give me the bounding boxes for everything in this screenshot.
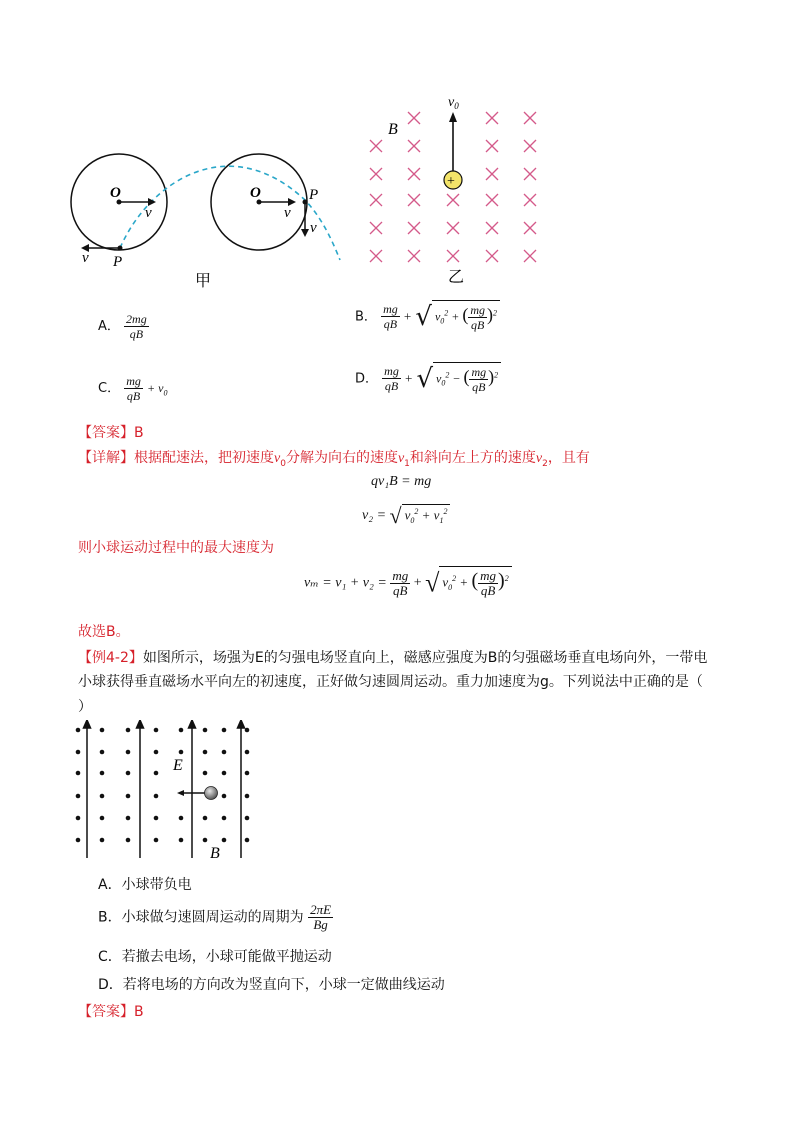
field-cross <box>524 250 536 262</box>
field-cross <box>486 222 498 234</box>
figure-q2 <box>70 720 260 865</box>
field-dot <box>76 794 81 799</box>
field-cross <box>447 194 459 206</box>
charge-sign: + <box>447 174 455 189</box>
figure-jia <box>60 140 350 300</box>
q2-option-D[interactable]: D．若将电场的方向改为竖直向下，小球一定做曲线运动 <box>98 977 445 993</box>
field-dot <box>245 838 250 843</box>
equation-3: vₘ = v₁ + v₂ = $\frac{mg}{qB}$ + √ $v_0^2$ + ( $\frac{mg}{qB}$ )$^2$ <box>304 566 512 598</box>
field-cross <box>524 194 536 206</box>
q2-stem-line1: 【例4-2】如图所示，场强为E的匀强电场竖直向上，磁感应强度为B的匀强磁场垂直电场向外，一带电 <box>78 650 708 666</box>
label-P-right: P <box>309 187 319 203</box>
field-dot <box>100 838 105 843</box>
field-cross <box>447 250 459 262</box>
label-B: B <box>388 121 398 138</box>
field-line-arrowhead <box>137 720 144 728</box>
q2-option-B-fraction: $\frac{2\pi E}{Bg}$ <box>310 902 332 932</box>
field-dot <box>222 838 227 843</box>
field-cross <box>370 168 382 180</box>
field-cross <box>370 194 382 206</box>
option-A[interactable]: A． $\frac{2mg}{qB}$ <box>98 312 147 341</box>
field-cross <box>370 140 382 152</box>
field-dot <box>126 794 131 799</box>
field-dot <box>76 771 81 776</box>
label-v-right-center: v <box>284 205 291 221</box>
detail-line-2: 则小球运动过程中的最大速度为 <box>78 540 274 556</box>
option-B[interactable]: B． $\frac{mg}{qB}$ + √ $v_0^2$ + ( $\frac{mg}{qB}$ )$^2$ <box>355 300 500 332</box>
field-dot <box>126 750 131 755</box>
field-dot <box>203 771 208 776</box>
field-cross <box>524 222 536 234</box>
field-dot <box>203 728 208 733</box>
field-line-arrowhead <box>84 720 91 728</box>
field-cross <box>524 168 536 180</box>
label-v-right-down: v <box>310 220 317 236</box>
field-dot <box>222 794 227 799</box>
option-D[interactable]: D． $\frac{mg}{qB}$ + √ $v_0^2$ − ( $\frac{mg}{qB}$ )$^2$ <box>355 362 501 394</box>
label-v0: $v_0$ <box>448 95 459 111</box>
field-dot <box>154 750 159 755</box>
field-dot <box>154 771 159 776</box>
field-cross <box>524 140 536 152</box>
field-dot <box>154 728 159 733</box>
field-cross <box>408 250 420 262</box>
q2-stem-line3: ） <box>78 699 92 715</box>
field-cross <box>524 112 536 124</box>
field-cross <box>486 194 498 206</box>
field-dot <box>179 728 184 733</box>
field-dot <box>203 750 208 755</box>
field-dot <box>126 771 131 776</box>
q1-detail: 【详解】根据配速法，把初速度$v_0$分解为向右的速度$v_1$和斜向左上方的速度$v_2$，且有 <box>78 450 590 469</box>
field-dot <box>76 728 81 733</box>
figure-yi <box>360 90 560 290</box>
field-cross <box>486 140 498 152</box>
field-dot <box>76 816 81 821</box>
equation-1: qv₁B = mg <box>371 474 432 489</box>
field-cross <box>408 222 420 234</box>
field-dot <box>245 816 250 821</box>
label-v-left-bottom: v <box>82 250 89 266</box>
q1-conclusion: 故选B。 <box>78 624 130 640</box>
q2-option-C[interactable]: C．若撤去电场，小球可能做平抛运动 <box>98 949 332 965</box>
field-cross <box>486 168 498 180</box>
option-A-fraction: $\frac{2mg}{qB}$ <box>126 312 147 341</box>
label-O-left: O <box>110 185 121 201</box>
field-dot <box>203 816 208 821</box>
q2-answer: 【答案】B <box>78 1004 144 1020</box>
field-dot <box>222 728 227 733</box>
label-v-left-center: v <box>145 205 152 221</box>
label-B-q2: B <box>210 845 220 862</box>
field-cross <box>408 194 420 206</box>
charged-ball <box>205 787 218 800</box>
field-dot <box>76 750 81 755</box>
field-cross <box>447 222 459 234</box>
field-cross <box>408 168 420 180</box>
field-dot <box>100 750 105 755</box>
field-dot <box>154 794 159 799</box>
field-dot <box>222 750 227 755</box>
field-dot <box>100 794 105 799</box>
q1-answer: 【答案】B <box>78 425 144 441</box>
field-dot <box>154 816 159 821</box>
field-cross <box>370 250 382 262</box>
label-E: E <box>173 757 183 774</box>
field-dot <box>222 816 227 821</box>
option-C[interactable]: C． $\frac{mg}{qB}$ + $v_0$ <box>98 374 168 403</box>
caption-jia: 甲 <box>195 273 212 290</box>
field-dot <box>245 771 250 776</box>
field-dot <box>100 816 105 821</box>
field-line-arrowhead <box>238 720 245 728</box>
field-dot <box>126 728 131 733</box>
field-cross <box>408 112 420 124</box>
field-dot <box>179 838 184 843</box>
field-dot <box>179 750 184 755</box>
field-dot <box>76 838 81 843</box>
field-dot <box>245 750 250 755</box>
field-dot <box>222 771 227 776</box>
label-P-left: P <box>113 254 123 270</box>
field-cross <box>370 222 382 234</box>
field-line-arrowhead <box>189 720 196 728</box>
field-cross <box>486 112 498 124</box>
field-dot <box>126 838 131 843</box>
q2-stem-line2: 小球获得垂直磁场水平向左的初速度，正好做匀速圆周运动。重力加速度为g。下列说法中正确的是（ <box>78 674 703 690</box>
q2-option-A[interactable]: A．小球带负电 <box>98 877 192 893</box>
equation-2: v₂ = √ $v_0^2 + v_1^2$ <box>362 503 450 529</box>
label-O-right: O <box>250 185 261 201</box>
field-dot <box>179 816 184 821</box>
field-dot <box>245 794 250 799</box>
field-dot <box>154 838 159 843</box>
field-cross <box>408 140 420 152</box>
field-dot <box>100 728 105 733</box>
q2-option-B[interactable]: B．小球做匀速圆周运动的周期为 $\frac{2\pi E}{Bg}$ <box>98 902 332 932</box>
field-cross <box>486 250 498 262</box>
field-dot <box>100 771 105 776</box>
field-dot <box>203 838 208 843</box>
caption-yi: 乙 <box>448 269 465 286</box>
field-dot <box>126 816 131 821</box>
